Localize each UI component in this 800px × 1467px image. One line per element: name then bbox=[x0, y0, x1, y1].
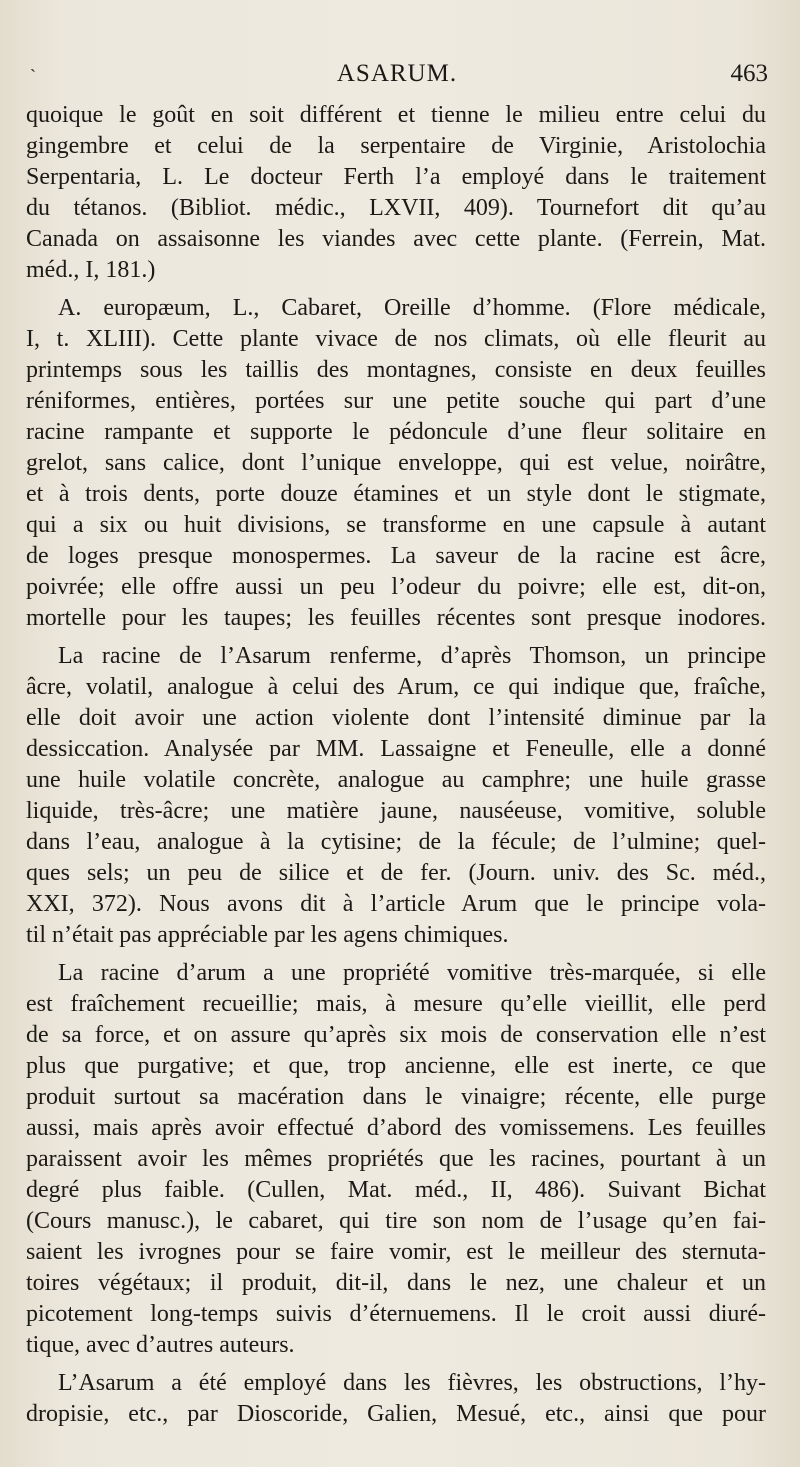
page-number: 463 bbox=[730, 60, 768, 87]
text-line: de loges presque monospermes. La saveur de la racine est âcre, bbox=[26, 543, 766, 569]
text-line: A. europæum, L., Cabaret, Oreille d’homme. (Flore médicale, bbox=[58, 295, 766, 321]
text-line: ques sels; un peu de silice et de fer. (Journ. univ. des Sc. méd., bbox=[26, 860, 766, 886]
text-line: L’Asarum a été employé dans les fièvres, les obstructions, l’hy- bbox=[58, 1370, 766, 1396]
text-line: racine rampante et supporte le pédoncule d’une fleur solitaire en bbox=[26, 419, 766, 445]
text-line: une huile volatile concrète, analogue au camphre; une huile grasse bbox=[26, 767, 766, 793]
text-line: qui a six ou huit divisions, se transforme en une capsule à autant bbox=[26, 512, 766, 538]
text-line: et à trois dents, porte douze étamines et un style dont le stigmate, bbox=[26, 481, 766, 507]
paragraph-1 bbox=[26, 100, 766, 286]
text-line: XXI, 372). Nous avons dit à l’article Arum que le principe vola- bbox=[26, 891, 766, 917]
text-line: poivrée; elle offre aussi un peu l’odeur du poivre; elle est, dit-on, bbox=[26, 574, 766, 600]
text-line: plus que purgative; et que, trop ancienne, elle est inerte, ce que bbox=[26, 1053, 766, 1079]
text-line: printemps sous les taillis des montagnes, consiste en deux feuilles bbox=[26, 357, 766, 383]
text-line: saient les ivrognes pour se faire vomir, est le meilleur des sternuta- bbox=[26, 1239, 766, 1265]
text-line: méd., I, 181.) bbox=[26, 257, 156, 283]
text-line: I, t. XLIII). Cette plante vivace de nos climats, où elle fleurit au bbox=[26, 326, 766, 352]
running-header bbox=[26, 60, 768, 94]
text-line: dropisie, etc., par Dioscoride, Galien, Mesué, etc., ainsi que pour bbox=[26, 1401, 766, 1427]
text-line: (Cours manusc.), le cabaret, qui tire son nom de l’usage qu’en fai- bbox=[26, 1208, 766, 1234]
text-line: quoique le goût en soit différent et tienne le milieu entre celui du bbox=[26, 102, 766, 128]
text-line: produit surtout sa macération dans le vinaigre; récente, elle purge bbox=[26, 1084, 766, 1110]
text-line: grelot, sans calice, dont l’unique enveloppe, qui est velue, noirâtre, bbox=[26, 450, 766, 476]
text-line: La racine de l’Asarum renferme, d’après Thomson, un principe bbox=[58, 643, 766, 669]
page-body bbox=[26, 100, 766, 1437]
text-line: degré plus faible. (Cullen, Mat. méd., II, 486). Suivant Bichat bbox=[26, 1177, 766, 1203]
text-line: La racine d’arum a une propriété vomitive très-marquée, si elle bbox=[58, 960, 766, 986]
text-line: Serpentaria, L. Le docteur Ferth l’a employé dans le traitement bbox=[26, 164, 766, 190]
text-line: paraissent avoir les mêmes propriétés que les racines, pourtant à un bbox=[26, 1146, 766, 1172]
running-title: ASARUM. bbox=[336, 60, 458, 87]
text-line: âcre, volatil, analogue à celui des Arum, ce qui indique que, fraîche, bbox=[26, 674, 766, 700]
paragraph-3 bbox=[26, 641, 766, 951]
text-line: toires végétaux; il produit, dit-il, dans le nez, une chaleur et un bbox=[26, 1270, 766, 1296]
text-line: dessiccation. Analysée par MM. Lassaigne et Feneulle, elle a donné bbox=[26, 736, 766, 762]
text-line: gingembre et celui de la serpentaire de Virginie, Aristolochia bbox=[26, 133, 766, 159]
text-line: til n’était pas appréciable par les agens chimiques. bbox=[26, 922, 509, 948]
paragraph-2 bbox=[26, 293, 766, 634]
text-line: Canada on assaisonne les viandes avec cette plante. (Ferrein, Mat. bbox=[26, 226, 766, 252]
paragraph-4 bbox=[26, 958, 766, 1361]
text-line: du tétanos. (Bibliot. médic., LXVII, 409). Tournefort dit qu’au bbox=[26, 195, 766, 221]
text-line: de sa force, et on assure qu’après six mois de conservation elle n’est bbox=[26, 1022, 766, 1048]
text-line: est fraîchement recueillie; mais, à mesure qu’elle vieillit, elle perd bbox=[26, 991, 766, 1017]
paragraph-5 bbox=[26, 1368, 766, 1430]
text-line: aussi, mais après avoir effectué d’abord des vomissemens. Les feuilles bbox=[26, 1115, 766, 1141]
header-mark: ` bbox=[30, 66, 36, 86]
text-line: elle doit avoir une action violente dont l’intensité diminue par la bbox=[26, 705, 766, 731]
text-line: mortelle pour les taupes; les feuilles récentes sont presque inodores. bbox=[26, 605, 766, 631]
text-line: liquide, très-âcre; une matière jaune, nauséeuse, vomitive, soluble bbox=[26, 798, 766, 824]
text-line: réniformes, entières, portées sur une petite souche qui part d’une bbox=[26, 388, 766, 414]
text-line: tique, avec d’autres auteurs. bbox=[26, 1332, 295, 1358]
text-line: picotement long-temps suivis d’éternuemens. Il le croit aussi diuré- bbox=[26, 1301, 766, 1327]
text-line: dans l’eau, analogue à la cytisine; de la fécule; de l’ulmine; quel- bbox=[26, 829, 766, 855]
